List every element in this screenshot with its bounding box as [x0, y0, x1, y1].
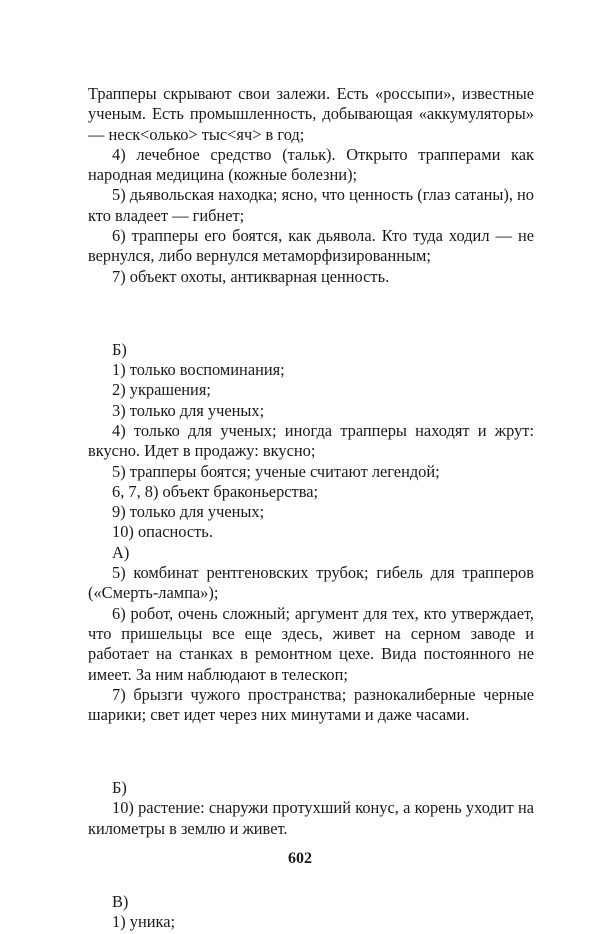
paragraph: Б): [112, 778, 127, 798]
page-number: 602: [288, 850, 312, 867]
blank-line: [88, 303, 534, 323]
paragraph: Трапперы скрывают свои залежи. Есть «россыпи», известные ученым. Есть промышленность, добывающая «аккумуляторы» — неск<олько> тыс<яч> в год;: [88, 84, 534, 144]
paragraph: 10) опасность.: [112, 522, 213, 542]
paragraph: 6, 7, 8) объект браконьерства;: [112, 481, 319, 501]
paragraph: В): [112, 891, 129, 911]
paragraph: 3) только для ученых;: [112, 400, 265, 420]
paragraph: 1) только воспоминания;: [112, 360, 285, 380]
paragraph: 6) робот, очень сложный; аргумент для тех, кто утверждает, что пришельцы все еще здесь, живет на серном заводе и работает на станках в ремонтном цехе. Вида постоянного не имеет. За ним наблюдают в телескоп;: [88, 603, 534, 684]
paragraph: 5) комбинат рентгеновских трубок; гибель для трапперов («Смерть-лампа»);: [88, 563, 534, 603]
paragraph: 1) уника;: [112, 912, 176, 932]
paragraph: 7) объект охоты, антикварная ценность.: [112, 266, 390, 286]
paragraph: Б): [112, 339, 127, 359]
paragraph: А): [112, 542, 130, 562]
paragraph: 4) только для ученых; иногда трапперы находят и жрут: вкусно. Идет в продажу: вкусно;: [88, 420, 534, 461]
paragraph: 5) дьявольская находка; ясно, что ценность (глаз сатаны), но кто владеет — гибнет;: [88, 185, 534, 225]
paragraph: 9) только для ученых;: [112, 502, 265, 522]
paragraph: 4) лечебное средство (тальк). Открыто трапперами как народная медицина (кожные болезни);: [88, 144, 534, 185]
paragraph: 10) растение: снаружи протухший конус, а корень уходит на километры в землю и живет.: [88, 798, 534, 838]
blank-line: [88, 742, 534, 762]
paragraph: 5) трапперы боятся; ученые считают легендой;: [112, 461, 440, 481]
paragraph: 2) украшения;: [112, 380, 211, 400]
paragraph: 6) трапперы его боятся, как дьявола. Кто туда ходил — не вернулся, либо вернулся метаморфизированным;: [88, 226, 534, 266]
paragraph: 7) брызги чужого пространства; разнокалиберные черные шарики; свет идет через них минутами и даже часами.: [88, 684, 534, 725]
page-body: [88, 84, 534, 932]
